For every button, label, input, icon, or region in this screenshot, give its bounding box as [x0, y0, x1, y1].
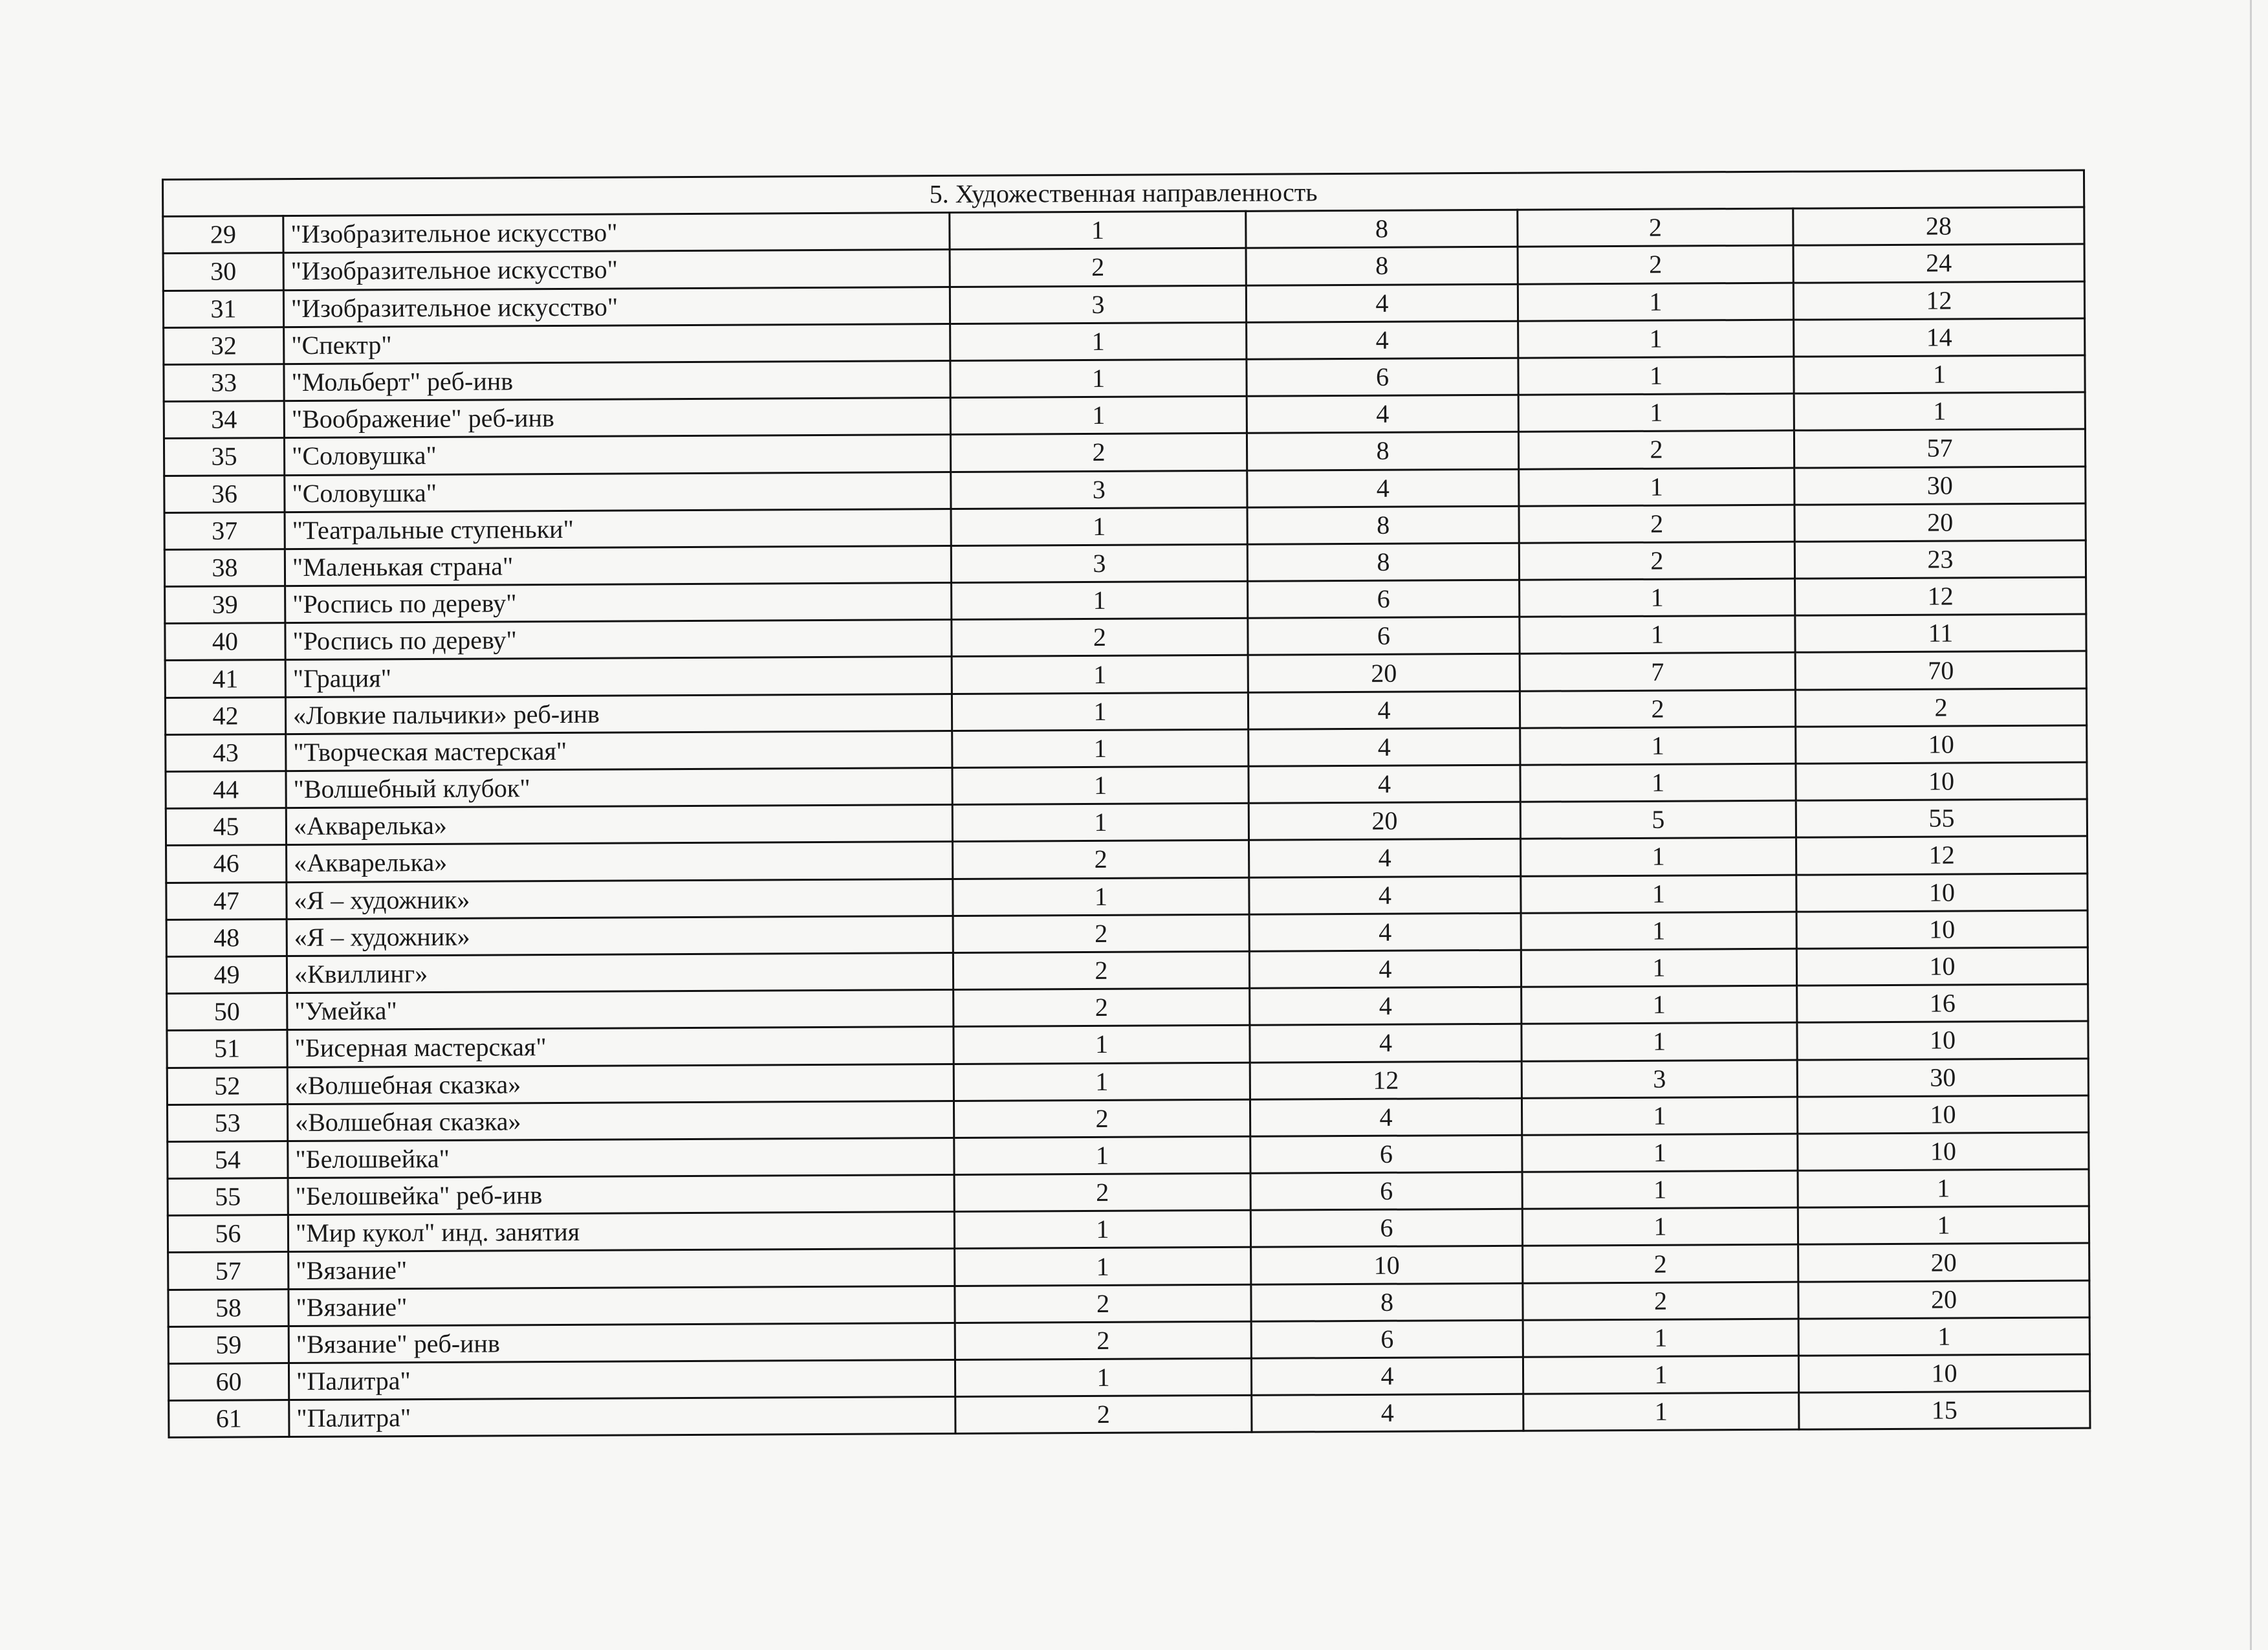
students-count-cell: 10 [1797, 1021, 2088, 1059]
groups-count-cell: 5 [1520, 800, 1796, 839]
students-count-cell: 28 [1793, 207, 2084, 245]
program-name-cell: «Ловкие пальчики» реб-инв [285, 694, 952, 734]
students-count-cell: 23 [1794, 540, 2086, 578]
row-number-cell: 44 [166, 771, 286, 809]
students-count-cell: 10 [1796, 874, 2088, 912]
year-of-study-cell: 1 [954, 1136, 1250, 1174]
students-count-cell: 1 [1798, 1206, 2089, 1244]
year-of-study-cell: 3 [951, 470, 1247, 509]
hours-per-week-cell: 12 [1250, 1061, 1521, 1099]
students-count-cell: 1 [1798, 1169, 2089, 1207]
year-of-study-cell: 1 [952, 692, 1248, 731]
program-name-cell: "Роспись по дереву" [285, 583, 952, 623]
hours-per-week-cell: 8 [1247, 506, 1519, 544]
row-number-cell: 31 [163, 290, 283, 327]
groups-count-cell: 1 [1521, 912, 1796, 950]
row-number-cell: 60 [168, 1363, 289, 1401]
students-count-cell: 10 [1796, 910, 2088, 949]
row-number-cell: 34 [164, 401, 284, 439]
hours-per-week-cell: 6 [1250, 1172, 1522, 1210]
row-number-cell: 57 [168, 1252, 289, 1290]
hours-per-week-cell: 4 [1247, 395, 1518, 433]
hours-per-week-cell: 6 [1250, 1209, 1522, 1247]
students-count-cell: 57 [1794, 429, 2085, 467]
students-count-cell: 30 [1797, 1058, 2088, 1096]
programs-table [162, 169, 2091, 1438]
program-name-cell: "Спектр" [284, 324, 950, 364]
row-number-cell: 49 [166, 956, 287, 994]
year-of-study-cell: 1 [954, 1026, 1250, 1064]
groups-count-cell: 1 [1522, 1134, 1798, 1172]
students-count-cell: 12 [1796, 836, 2088, 874]
program-name-cell: "Мир кукол" инд. занятия [288, 1212, 954, 1252]
row-number-cell: 59 [168, 1326, 289, 1363]
section-title: 5. Художественная направленность [163, 170, 2084, 217]
hours-per-week-cell: 4 [1250, 1024, 1521, 1062]
groups-count-cell: 2 [1518, 246, 1793, 284]
year-of-study-cell: 2 [954, 1173, 1250, 1211]
year-of-study-cell: 1 [954, 1062, 1250, 1101]
groups-count-cell: 1 [1523, 1392, 1799, 1431]
students-count-cell: 20 [1798, 1243, 2089, 1281]
program-name-cell: «Я – художник» [287, 916, 953, 956]
groups-count-cell: 1 [1521, 838, 1796, 876]
page-edge [2250, 0, 2252, 1650]
year-of-study-cell: 1 [952, 655, 1248, 694]
program-name-cell: «Квиллинг» [287, 952, 953, 993]
groups-count-cell: 2 [1518, 430, 1794, 468]
groups-count-cell: 3 [1521, 1060, 1797, 1098]
groups-count-cell: 1 [1518, 357, 1794, 395]
hours-per-week-cell: 8 [1247, 543, 1519, 581]
hours-per-week-cell: 10 [1251, 1246, 1523, 1284]
year-of-study-cell: 2 [955, 1284, 1251, 1323]
hours-per-week-cell: 4 [1247, 469, 1519, 507]
year-of-study-cell: 1 [951, 507, 1247, 545]
groups-count-cell: 1 [1518, 393, 1794, 432]
program-name-cell: "Изобразительное искусство" [283, 213, 950, 253]
groups-count-cell: 1 [1521, 985, 1797, 1024]
year-of-study-cell: 2 [953, 914, 1249, 952]
year-of-study-cell: 2 [954, 988, 1250, 1026]
groups-count-cell: 1 [1521, 875, 1796, 913]
students-count-cell: 70 [1795, 651, 2086, 689]
groups-count-cell: 2 [1519, 542, 1794, 580]
year-of-study-cell: 1 [950, 322, 1247, 360]
students-count-cell: 1 [1794, 355, 2085, 393]
hours-per-week-cell: 20 [1248, 654, 1520, 692]
program-name-cell: "Вязание" [289, 1286, 955, 1326]
row-number-cell: 54 [168, 1141, 288, 1178]
row-number-cell: 45 [166, 808, 286, 846]
groups-count-cell: 1 [1519, 468, 1794, 506]
year-of-study-cell: 1 [952, 581, 1248, 619]
hours-per-week-cell: 4 [1250, 1098, 1521, 1136]
students-count-cell: 10 [1796, 762, 2087, 800]
hours-per-week-cell: 6 [1250, 1135, 1522, 1173]
students-count-cell: 55 [1796, 799, 2087, 837]
row-number-cell: 47 [166, 882, 287, 919]
students-count-cell: 16 [1797, 984, 2088, 1022]
row-number-cell: 40 [165, 623, 285, 661]
row-number-cell: 52 [167, 1067, 287, 1105]
students-count-cell: 10 [1798, 1354, 2089, 1392]
hours-per-week-cell: 4 [1248, 691, 1520, 729]
program-name-cell: "Воображение" реб-инв [284, 398, 950, 438]
groups-count-cell: 1 [1520, 615, 1795, 654]
groups-count-cell: 1 [1523, 1356, 1798, 1394]
students-count-cell: 10 [1796, 947, 2088, 985]
students-count-cell: 12 [1793, 281, 2084, 320]
groups-count-cell: 2 [1523, 1282, 1798, 1320]
hours-per-week-cell: 4 [1249, 839, 1521, 877]
hours-per-week-cell: 8 [1247, 432, 1518, 470]
year-of-study-cell: 3 [951, 544, 1247, 582]
groups-count-cell: 1 [1518, 320, 1794, 358]
year-of-study-cell: 1 [952, 729, 1248, 767]
year-of-study-cell: 1 [952, 803, 1248, 841]
hours-per-week-cell: 8 [1246, 210, 1518, 248]
students-count-cell: 1 [1798, 1317, 2089, 1356]
program-name-cell: "Белошвейка" реб-инв [288, 1175, 954, 1215]
hours-per-week-cell: 8 [1251, 1283, 1523, 1321]
row-number-cell: 32 [164, 327, 284, 364]
hours-per-week-cell: 4 [1252, 1394, 1523, 1432]
students-count-cell: 15 [1799, 1391, 2090, 1429]
year-of-study-cell: 1 [955, 1248, 1251, 1286]
program-name-cell: "Изобразительное искусство" [283, 287, 950, 327]
students-count-cell: 11 [1795, 614, 2086, 652]
row-number-cell: 55 [168, 1178, 288, 1216]
row-number-cell: 35 [164, 438, 284, 476]
students-count-cell: 24 [1793, 244, 2084, 282]
hours-per-week-cell: 4 [1248, 765, 1520, 803]
row-number-cell: 37 [164, 512, 285, 549]
program-name-cell: "Роспись по дереву" [285, 620, 952, 660]
program-name-cell: "Изобразительное искусство" [283, 250, 950, 290]
students-count-cell: 10 [1797, 1095, 2088, 1134]
row-number-cell: 29 [163, 216, 283, 254]
program-name-cell: "Палитра" [289, 1360, 955, 1400]
hours-per-week-cell: 4 [1250, 987, 1521, 1025]
program-name-cell: "Грация" [285, 657, 952, 697]
year-of-study-cell: 2 [953, 841, 1249, 879]
groups-count-cell: 1 [1522, 1207, 1798, 1246]
groups-count-cell: 1 [1518, 283, 1793, 321]
year-of-study-cell: 2 [952, 619, 1248, 657]
groups-count-cell: 2 [1523, 1245, 1798, 1283]
students-count-cell: 20 [1794, 503, 2086, 542]
students-count-cell: 12 [1795, 577, 2086, 615]
program-name-cell: "Умейка" [287, 990, 954, 1030]
program-name-cell: «Акварелька» [287, 842, 953, 882]
program-name-cell: "Творческая мастерская" [286, 731, 952, 771]
hours-per-week-cell: 4 [1246, 284, 1518, 322]
row-number-cell: 36 [164, 475, 285, 512]
row-number-cell: 43 [166, 734, 286, 771]
year-of-study-cell: 1 [950, 211, 1246, 249]
year-of-study-cell: 1 [950, 359, 1247, 397]
groups-count-cell: 2 [1520, 690, 1795, 728]
groups-count-cell: 1 [1520, 764, 1796, 802]
students-count-cell: 10 [1796, 725, 2087, 764]
row-number-cell: 61 [169, 1400, 289, 1438]
row-number-cell: 51 [167, 1030, 287, 1068]
groups-count-cell: 1 [1521, 1022, 1797, 1061]
row-number-cell: 56 [168, 1215, 288, 1253]
year-of-study-cell: 1 [950, 396, 1247, 434]
students-count-cell: 14 [1794, 318, 2085, 357]
row-number-cell: 48 [166, 919, 287, 956]
year-of-study-cell: 2 [955, 1321, 1251, 1359]
program-name-cell: "Палитра" [289, 1397, 955, 1437]
program-name-cell: "Волшебный клубок" [286, 768, 952, 808]
row-number-cell: 42 [165, 697, 285, 734]
groups-count-cell: 2 [1518, 208, 1793, 247]
students-count-cell: 20 [1798, 1281, 2089, 1319]
program-name-cell: "Соловушка" [284, 435, 950, 475]
students-count-cell: 1 [1794, 392, 2085, 430]
row-number-cell: 50 [167, 993, 287, 1031]
table-body [163, 170, 2091, 1438]
hours-per-week-cell: 6 [1247, 358, 1518, 396]
groups-count-cell: 1 [1520, 727, 1796, 765]
hours-per-week-cell: 4 [1248, 728, 1520, 766]
year-of-study-cell: 1 [952, 766, 1248, 804]
year-of-study-cell: 2 [950, 248, 1246, 287]
row-number-cell: 30 [163, 253, 283, 291]
year-of-study-cell: 1 [953, 877, 1249, 916]
year-of-study-cell: 2 [953, 951, 1249, 989]
groups-count-cell: 7 [1520, 653, 1795, 691]
hours-per-week-cell: 4 [1251, 1357, 1523, 1395]
row-number-cell: 53 [167, 1104, 287, 1141]
hours-per-week-cell: 6 [1248, 580, 1520, 618]
program-name-cell: "Театральные ступеньки" [285, 509, 951, 549]
students-count-cell: 2 [1795, 688, 2086, 727]
year-of-study-cell: 2 [950, 434, 1247, 472]
program-name-cell: "Мольберт" реб-инв [284, 360, 950, 401]
row-number-cell: 46 [166, 845, 287, 883]
hours-per-week-cell: 6 [1251, 1320, 1523, 1358]
students-count-cell: 10 [1798, 1132, 2089, 1171]
row-number-cell: 39 [165, 586, 285, 624]
program-name-cell: "Бисерная мастерская" [287, 1027, 954, 1067]
year-of-study-cell: 1 [954, 1211, 1250, 1249]
program-name-cell: «Волшебная сказка» [287, 1064, 954, 1104]
hours-per-week-cell: 4 [1249, 913, 1521, 951]
groups-count-cell: 1 [1521, 1097, 1797, 1135]
row-number-cell: 58 [168, 1289, 289, 1326]
row-number-cell: 33 [164, 364, 284, 402]
program-name-cell: "Вязание" реб-инв [289, 1323, 955, 1363]
program-name-cell: «Волшебная сказка» [287, 1101, 954, 1141]
program-name-cell: "Маленькая страна" [285, 545, 951, 586]
year-of-study-cell: 3 [950, 285, 1246, 324]
program-name-cell: «Я – художник» [287, 879, 953, 919]
hours-per-week-cell: 4 [1249, 950, 1521, 988]
hours-per-week-cell: 4 [1249, 876, 1521, 914]
groups-count-cell: 1 [1522, 1171, 1798, 1209]
students-count-cell: 30 [1794, 466, 2086, 504]
program-name-cell: "Белошвейка" [288, 1138, 954, 1178]
row-number-cell: 41 [165, 660, 285, 698]
program-name-cell: «Акварелька» [286, 805, 952, 845]
groups-count-cell: 1 [1523, 1319, 1798, 1357]
groups-count-cell: 2 [1519, 505, 1794, 543]
groups-count-cell: 1 [1521, 949, 1796, 987]
hours-per-week-cell: 6 [1248, 617, 1520, 655]
hours-per-week-cell: 8 [1246, 247, 1518, 285]
year-of-study-cell: 2 [955, 1395, 1252, 1433]
row-number-cell: 38 [164, 549, 285, 586]
groups-count-cell: 1 [1520, 578, 1795, 617]
program-name-cell: "Вязание" [289, 1249, 955, 1289]
year-of-study-cell: 1 [955, 1358, 1251, 1396]
program-name-cell: "Соловушка" [285, 472, 951, 512]
hours-per-week-cell: 4 [1247, 321, 1518, 359]
year-of-study-cell: 2 [954, 1099, 1250, 1138]
hours-per-week-cell: 20 [1248, 802, 1520, 840]
